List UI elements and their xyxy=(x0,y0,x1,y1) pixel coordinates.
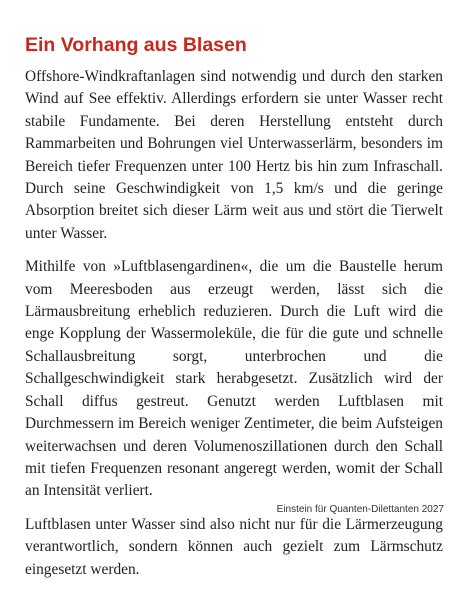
paragraph-2: Mithilfe von »Luftblasengardinen«, die um die Baustelle herum vom Meeresboden aus erzeugt werden, lässt sich die Lärmausbreitung erheblich reduzieren. Durch die Luft wird die enge Kopplung der Wassermoleküle, die für die gute und schnelle Schallausbreitung sorgt, unterbrochen und die Schallgeschwindigkeit stark herabgesetzt. Zusätzlich wird der Schall diffus gestreut. Genutzt werden Luftblasen mit Durchmessern im Bereich weniger Zentimeter, die beim Aufsteigen weiterwachsen und deren Volumenoszillationen durch den Schall mit tiefen Frequenzen resonant angeregt werden, womit der Schall an Intensität verliert. xyxy=(25,258,443,500)
article-title: Ein Vorhang aus Blasen xyxy=(25,34,247,56)
paragraph-1: Offshore-Windkraftanlagen sind notwendig und durch den starken Wind auf See effektiv. Allerdings erfordern sie unter Wasser recht stabile Fundamente. Bei deren Herstellung entsteht durch Rammarbeiten und Bohrungen viel Unterwasserlärm, besonders im Bereich tiefer Frequenzen unter 100 Hertz bis hin zum Infraschall. Durch seine Geschwindigkeit von 1,5 km/s und die geringe Absorption breitet sich dieser Lärm weit aus und stört die Tierwelt unter Wasser. xyxy=(25,68,443,242)
source-credit: Einstein für Quanten-Dilettanten 2027 xyxy=(276,504,444,515)
paragraph-3: Luftblasen unter Wasser sind also nicht nur für die Lärmerzeugung verantwortlich, sondern können auch gezielt zum Lärmschutz eingesetzt werden. xyxy=(25,515,443,578)
